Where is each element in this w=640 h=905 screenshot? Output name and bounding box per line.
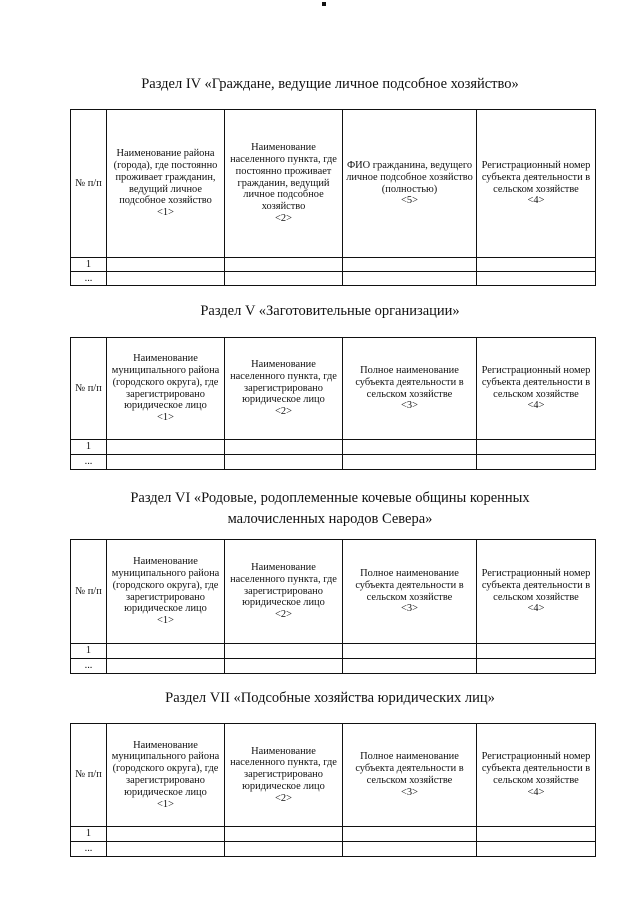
table-cell[interactable] xyxy=(343,842,477,857)
row-number: ... xyxy=(71,455,107,470)
section-5-title: Раздел V «Заготовительные организации» xyxy=(200,303,460,319)
row-number: 1 xyxy=(71,258,107,272)
table-cell[interactable] xyxy=(107,827,225,842)
table-cell[interactable] xyxy=(343,440,477,455)
row-number: ... xyxy=(71,272,107,286)
column-header: Регистрационный номер субъекта деятельности в сельском хозяйстве <4> xyxy=(477,724,596,827)
column-header: Наименование населенного пункта, где зарегистрировано юридическое лицо <2> xyxy=(225,724,343,827)
section-4-title: Раздел IV «Граждане, ведущие личное подсобное хозяйство» xyxy=(141,76,519,92)
table-cell[interactable] xyxy=(225,455,343,470)
table-cell[interactable] xyxy=(477,258,596,272)
table-cell[interactable] xyxy=(107,272,225,286)
table-cell[interactable] xyxy=(477,659,596,674)
table-cell[interactable] xyxy=(343,644,477,659)
table-cell[interactable] xyxy=(225,258,343,272)
column-header: ФИО гражданина, ведущего личное подсобное хозяйство (полностью) <5> xyxy=(343,110,477,258)
table-cell[interactable] xyxy=(107,659,225,674)
column-header: Наименование муниципального района (городского округа), где зарегистрировано юридическое лицо <1> xyxy=(107,338,225,440)
table-cell[interactable] xyxy=(477,842,596,857)
table-header-row xyxy=(71,724,596,827)
column-header: Полное наименование субъекта деятельности в сельском хозяйстве <3> xyxy=(343,724,477,827)
num-header: № п/п xyxy=(71,338,107,440)
table-cell[interactable] xyxy=(225,659,343,674)
table-cell[interactable] xyxy=(477,644,596,659)
section-7-title: Раздел VII «Подсобные хозяйства юридических лиц» xyxy=(165,690,495,706)
column-header: Наименование района (города), где постоянно проживает гражданин, ведущий личное подсобное хозяйство <1> xyxy=(107,110,225,258)
row-number: 1 xyxy=(71,440,107,455)
column-header: Полное наименование субъекта деятельности в сельском хозяйстве <3> xyxy=(343,540,477,644)
table-cell[interactable] xyxy=(107,440,225,455)
section-6-title: Раздел VI «Родовые, родоплеменные кочевые общины коренных малочисленных народов Севера» xyxy=(130,490,530,527)
section-6-table xyxy=(70,539,596,674)
table-cell[interactable] xyxy=(225,842,343,857)
table-cell[interactable] xyxy=(107,644,225,659)
column-header: Регистрационный номер субъекта деятельности в сельском хозяйстве <4> xyxy=(477,540,596,644)
column-header: Регистрационный номер субъекта деятельности в сельском хозяйстве <4> xyxy=(477,110,596,258)
row-number: ... xyxy=(71,659,107,674)
row-number: 1 xyxy=(71,644,107,659)
column-header: Наименование населенного пункта, где зарегистрировано юридическое лицо <2> xyxy=(225,338,343,440)
table-cell[interactable] xyxy=(107,842,225,857)
column-header: Наименование муниципального района (городского округа), где зарегистрировано юридическое лицо <1> xyxy=(107,540,225,644)
table-row xyxy=(71,440,596,455)
column-header: Полное наименование субъекта деятельности в сельском хозяйстве <3> xyxy=(343,338,477,440)
table-cell[interactable] xyxy=(343,272,477,286)
num-header: № п/п xyxy=(71,724,107,827)
table-cell[interactable] xyxy=(225,440,343,455)
table-cell[interactable] xyxy=(107,455,225,470)
column-header: Наименование муниципального района (городского округа), где зарегистрировано юридическое лицо <1> xyxy=(107,724,225,827)
table-header-row xyxy=(71,338,596,440)
table-cell[interactable] xyxy=(343,827,477,842)
section-4-table xyxy=(70,109,596,286)
table-row xyxy=(71,644,596,659)
table-cell[interactable] xyxy=(343,659,477,674)
table-cell[interactable] xyxy=(343,455,477,470)
num-header: № п/п xyxy=(71,540,107,644)
table-cell[interactable] xyxy=(225,644,343,659)
column-header: Наименование населенного пункта, где постоянно проживает гражданин, ведущий личное подсобное хозяйство <2> xyxy=(225,110,343,258)
table-row xyxy=(71,272,596,286)
page-mark xyxy=(322,2,326,6)
column-header: Наименование населенного пункта, где зарегистрировано юридическое лицо <2> xyxy=(225,540,343,644)
table-row xyxy=(71,827,596,842)
table-cell[interactable] xyxy=(107,258,225,272)
table-cell[interactable] xyxy=(225,827,343,842)
table-cell[interactable] xyxy=(477,440,596,455)
column-header: Регистрационный номер субъекта деятельности в сельском хозяйстве <4> xyxy=(477,338,596,440)
num-header: № п/п xyxy=(71,110,107,258)
table-cell[interactable] xyxy=(225,272,343,286)
table-cell[interactable] xyxy=(477,272,596,286)
table-cell[interactable] xyxy=(343,258,477,272)
table-row xyxy=(71,659,596,674)
table-row xyxy=(71,842,596,857)
table-cell[interactable] xyxy=(477,455,596,470)
table-header-row xyxy=(71,110,596,258)
row-number: 1 xyxy=(71,827,107,842)
table-header-row xyxy=(71,540,596,644)
section-7-table xyxy=(70,723,596,857)
section-5-table xyxy=(70,337,596,470)
row-number: ... xyxy=(71,842,107,857)
table-cell[interactable] xyxy=(477,827,596,842)
table-row xyxy=(71,455,596,470)
table-row xyxy=(71,258,596,272)
